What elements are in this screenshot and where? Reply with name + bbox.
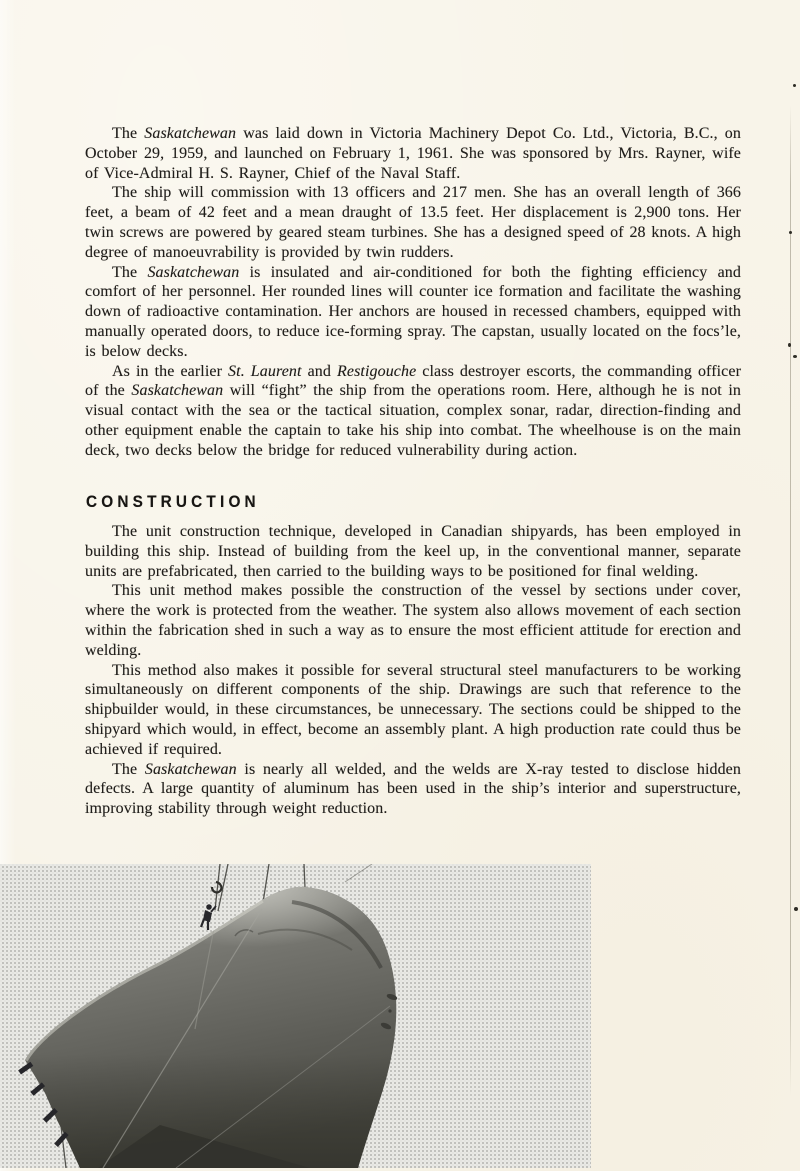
body-paragraph: The ship will commission with 13 officers and 217 men. She has an overall length of 366 feet, a beam of 42 feet and a mean draught of 13.5 feet. Her displacement is 2,900 tons. Her twin screws are powered by geared steam turbines. She has a designed speed of 28 knots. A high degree of manoeuvrability is provided by twin rudders. — [85, 184, 741, 261]
scan-speck — [793, 355, 797, 358]
body-paragraph: This unit method makes possible the construction of the vessel by sections under cover, where the work is protected from the weather. The system also allows movement of each section within the fabrication shed in such a way as to ensure the most efficient attitude for erection and welding. — [85, 582, 741, 659]
scan-speck — [794, 907, 798, 911]
body-paragraph: The Saskatchewan was laid down in Victoria Machinery Depot Co. Ltd., Victoria, B.C., on October 29, 1959, and launched on February 1, 1961. She was sponsored by Mrs. Rayner, wife of Vice-Admiral H. S. Rayner, Chief of the Naval Staff. — [85, 125, 741, 182]
body-paragraph: This method also makes it possible for several structural steel manufacturers to be working simultaneously on different components of the ship. Drawings are such that reference to the shipbuilder would, in these circumstances, be unnecessary. The sections could be shipped to the shipyard which would, in effect, become an assembly plant. A high production rate could thus be achieved if required. — [85, 661, 741, 758]
scan-speck — [789, 231, 792, 234]
body-paragraph: The unit construction technique, developed in Canadian shipyards, has been employed in building this ship. Instead of building from the keel up, in the conventional manner, separate units are prefabricated, then carried to the building ways to be positioned for final welding. — [85, 523, 741, 580]
scan-speck — [793, 84, 796, 87]
body-paragraph: The Saskatchewan is nearly all welded, and the welds are X-ray tested to disclose hidden defects. A large quantity of aluminum has been used in the ship’s interior and superstructure, improving stability through weight reduction. — [85, 760, 741, 818]
intro-text-block — [85, 124, 741, 461]
body-paragraph: The Saskatchewan is insulated and air-conditioned for both the fighting efficiency and comfort of her personnel. Her rounded lines will counter ice formation and facilitate the washing down of radioactive contamination. Her anchors are housed in recessed chambers, equipped with manually operated doors, to reduce ice-forming spray. The capstan, usually located on the focs’le, is below decks. — [85, 263, 741, 360]
section-heading-construction: CONSTRUCTION — [86, 493, 260, 511]
scan-speck — [788, 343, 791, 347]
ship-bow-photo — [0, 864, 591, 1168]
body-paragraph: As in the earlier St. Laurent and Restigouche class destroyer escorts, the commanding officer of the Saskatchewan will “fight” the ship from the operations room. Here, although he is not in visual contact with the sea or the tactical situation, complex sonar, radar, direction-finding and other equipment enable the captain to take his ship into combat. The wheelhouse is on the main deck, two decks below the bridge for reduced vulnerability during action. — [85, 362, 742, 459]
page-edge-line — [790, 105, 791, 1095]
construction-text-block — [85, 522, 741, 819]
